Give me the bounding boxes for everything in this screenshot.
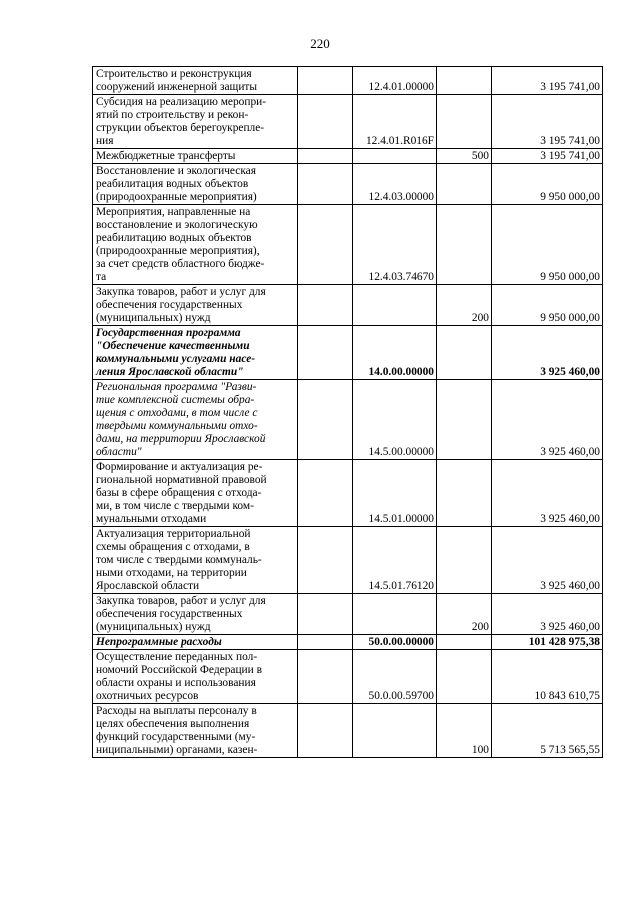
row-code-cell: 12.4.03.74670 <box>353 205 437 285</box>
row-amount-cell: 3 925 460,00 <box>492 594 603 635</box>
row-amount-cell: 3 195 741,00 <box>492 149 603 164</box>
row-expense-type-cell <box>437 67 492 95</box>
row-code-cell <box>353 149 437 164</box>
table-row <box>93 380 603 460</box>
row-code-cell: 50.0.00.59700 <box>353 650 437 704</box>
row-name-cell: Формирование и актуализация ре- гиональной нормативной правовой базы в сфере обращения с отхода- ми, в том числе с твердыми ком- мунальными отходами <box>93 460 298 527</box>
row-expense-type-cell <box>437 380 492 460</box>
row-code-cell: 14.5.01.00000 <box>353 460 437 527</box>
row-code-cell: 50.0.00.00000 <box>353 635 437 650</box>
row-empty-cell <box>298 460 353 527</box>
row-expense-type-cell: 100 <box>437 704 492 758</box>
row-code-cell <box>353 704 437 758</box>
row-empty-cell <box>298 164 353 205</box>
row-name-cell: Государственная программа "Обеспечение качественными коммунальными услугами насе- ления Ярославской области" <box>93 326 298 380</box>
row-name-cell: Восстановление и экологическая реабилитация водных объектов (природоохранные мероприятия) <box>93 164 298 205</box>
row-name-cell: Актуализация территориальной схемы обращения с отходами, в том числе с твердыми коммуналь- ными отходами, на территории Ярославской области <box>93 527 298 594</box>
row-amount-cell: 3 925 460,00 <box>492 527 603 594</box>
row-name-cell: Межбюджетные трансферты <box>93 149 298 164</box>
row-name-cell: Субсидия на реализацию меропри- ятий по строительству и рекон- струкции объектов берегоукрепле- ния <box>93 95 298 149</box>
page-number: 220 <box>310 36 330 51</box>
table-row <box>93 527 603 594</box>
row-name-cell: Закупка товаров, работ и услуг для обеспечения государственных (муниципальных) нужд <box>93 594 298 635</box>
table-row <box>93 285 603 326</box>
row-code-cell: 12.4.03.00000 <box>353 164 437 205</box>
budget-table <box>92 66 603 758</box>
row-name-cell: Закупка товаров, работ и услуг для обеспечения государственных (муниципальных) нужд <box>93 285 298 326</box>
row-expense-type-cell <box>437 650 492 704</box>
table-row <box>93 594 603 635</box>
row-empty-cell <box>298 326 353 380</box>
row-empty-cell <box>298 285 353 326</box>
table-row <box>93 164 603 205</box>
row-name-cell: Осуществление переданных пол- номочий Российской Федерации в области охраны и использования охотничьих ресурсов <box>93 650 298 704</box>
row-name-cell: Расходы на выплаты персоналу в целях обеспечения выполнения функций государственными (му- ниципальными) органами, казен- <box>93 704 298 758</box>
row-name-cell: Непрограммные расходы <box>93 635 298 650</box>
table-row <box>93 650 603 704</box>
row-amount-cell: 3 925 460,00 <box>492 460 603 527</box>
row-amount-cell: 9 950 000,00 <box>492 205 603 285</box>
row-amount-cell: 3 195 741,00 <box>492 95 603 149</box>
row-amount-cell: 3 195 741,00 <box>492 67 603 95</box>
row-amount-cell: 9 950 000,00 <box>492 285 603 326</box>
table-row <box>93 326 603 380</box>
table-row <box>93 67 603 95</box>
row-amount-cell: 10 843 610,75 <box>492 650 603 704</box>
row-empty-cell <box>298 95 353 149</box>
row-amount-cell: 5 713 565,55 <box>492 704 603 758</box>
row-code-cell: 12.4.01.00000 <box>353 67 437 95</box>
row-expense-type-cell <box>437 326 492 380</box>
row-empty-cell <box>298 635 353 650</box>
table-row <box>93 704 603 758</box>
table-row <box>93 460 603 527</box>
row-code-cell: 14.5.00.00000 <box>353 380 437 460</box>
row-amount-cell: 101 428 975,38 <box>492 635 603 650</box>
row-empty-cell <box>298 704 353 758</box>
row-empty-cell <box>298 527 353 594</box>
row-empty-cell <box>298 67 353 95</box>
row-code-cell: 14.0.00.00000 <box>353 326 437 380</box>
row-expense-type-cell <box>437 527 492 594</box>
table-row <box>93 205 603 285</box>
table-row <box>93 149 603 164</box>
row-expense-type-cell <box>437 205 492 285</box>
row-amount-cell: 3 925 460,00 <box>492 380 603 460</box>
row-empty-cell <box>298 380 353 460</box>
row-expense-type-cell <box>437 164 492 205</box>
row-amount-cell: 3 925 460,00 <box>492 326 603 380</box>
row-expense-type-cell: 500 <box>437 149 492 164</box>
row-empty-cell <box>298 149 353 164</box>
row-expense-type-cell <box>437 635 492 650</box>
row-code-cell <box>353 285 437 326</box>
row-empty-cell <box>298 594 353 635</box>
row-expense-type-cell: 200 <box>437 285 492 326</box>
row-code-cell: 12.4.01.R016F <box>353 95 437 149</box>
row-expense-type-cell: 200 <box>437 594 492 635</box>
table-row <box>93 95 603 149</box>
row-amount-cell: 9 950 000,00 <box>492 164 603 205</box>
row-code-cell <box>353 594 437 635</box>
row-name-cell: Мероприятия, направленные на восстановление и экологическую реабилитацию водных объектов (природоохранные мероприятия), за счет средств областного бюдже- та <box>93 205 298 285</box>
row-expense-type-cell <box>437 460 492 527</box>
table-row <box>93 635 603 650</box>
row-empty-cell <box>298 205 353 285</box>
row-name-cell: Региональная программа "Разви- тие комплексной системы обра- щения с отходами, в том числе с твердыми коммунальными отхо- дами, на территории Ярославской области" <box>93 380 298 460</box>
row-name-cell: Строительство и реконструкция сооружений инженерной защиты <box>93 67 298 95</box>
row-expense-type-cell <box>437 95 492 149</box>
row-code-cell: 14.5.01.76120 <box>353 527 437 594</box>
row-empty-cell <box>298 650 353 704</box>
